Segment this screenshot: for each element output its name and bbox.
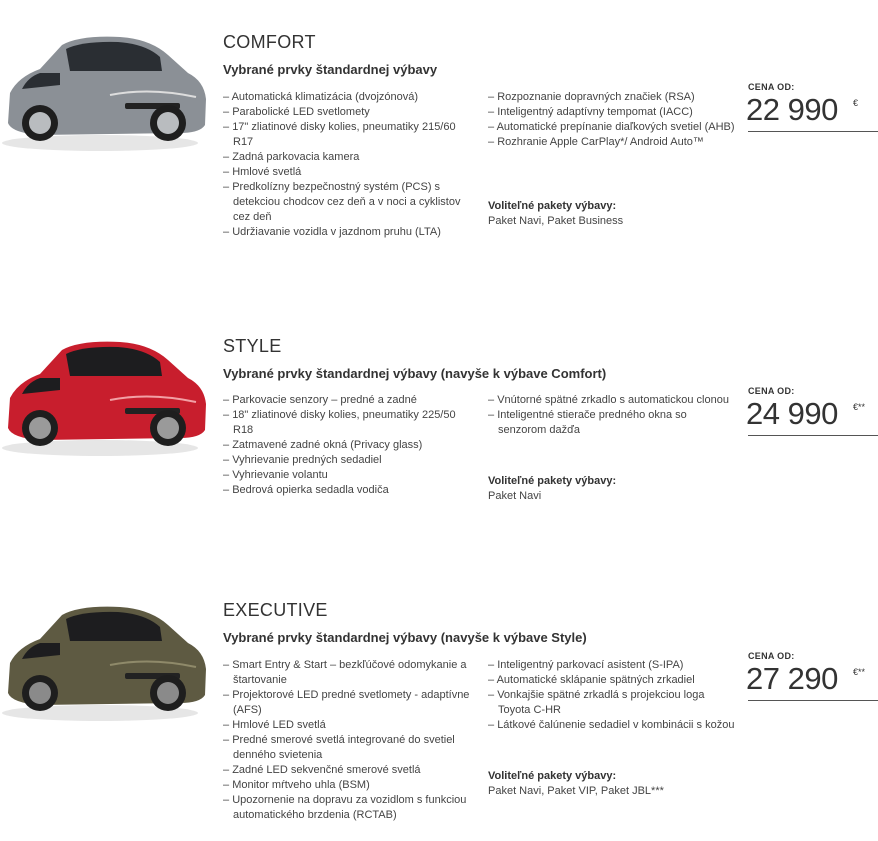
- equipment-list-right: [488, 658, 738, 733]
- list-item: – Rozhranie Apple CarPlay*/ Android Auto™: [488, 135, 738, 150]
- optional-packages: Paket Navi: [488, 490, 542, 502]
- trim-title: EXECUTIVE: [223, 600, 328, 620]
- car-image-style: [0, 320, 215, 470]
- list-item: – Hmlové svetlá: [223, 165, 478, 180]
- optional-packages: Paket Navi, Paket VIP, Paket JBL***: [488, 785, 664, 797]
- price-label: CENA OD:: [748, 386, 795, 396]
- car-illustration: [0, 320, 215, 470]
- price-label: CENA OD:: [748, 651, 795, 661]
- standard-equipment-heading: Vybrané prvky štandardnej výbavy (navyše k výbave Style): [223, 630, 587, 645]
- list-item: – Udržiavanie vozidla v jazdnom pruhu (LTA): [223, 225, 478, 240]
- standard-equipment-heading: Vybrané prvky štandardnej výbavy: [223, 62, 438, 77]
- standard-equipment-heading: Vybrané prvky štandardnej výbavy (navyše k výbave Comfort): [223, 366, 607, 381]
- list-item: – Projektorové LED predné svetlomety - adaptívne (AFS): [223, 688, 478, 718]
- list-item: – Bedrová opierka sedadla vodiča: [223, 483, 478, 498]
- list-item: – 18" zliatinové disky kolies, pneumatiky 225/50 R18: [223, 408, 478, 438]
- price-currency: €**: [853, 667, 866, 677]
- list-item: – Inteligentný parkovací asistent (S-IPA): [488, 658, 738, 673]
- optional-packages-label: Voliteľné pakety výbavy:: [488, 770, 617, 782]
- list-item: – Zadné LED sekvenčné smerové svetlá: [223, 763, 478, 778]
- list-item: – Inteligentné stierače predného okna so senzorom dažďa: [488, 408, 738, 438]
- list-item: – Automatické sklápanie spätných zrkadiel: [488, 673, 738, 688]
- list-item: – Inteligentný adaptívny tempomat (IACC): [488, 105, 738, 120]
- price-label: CENA OD:: [748, 82, 795, 92]
- list-item: – Predkolízny bezpečnostný systém (PCS) s detekciou chodcov cez deň a v noci a cyklistov cez deň: [223, 180, 478, 225]
- trim-title: STYLE: [223, 336, 282, 356]
- price-currency: €**: [853, 402, 866, 412]
- price-underline: [748, 700, 878, 701]
- list-item: – Zadná parkovacia kamera: [223, 150, 478, 165]
- list-item: – Parabolické LED svetlomety: [223, 105, 478, 120]
- price-value: 22 990: [746, 92, 838, 127]
- price-underline: [748, 131, 878, 132]
- price-value: 24 990: [746, 396, 838, 431]
- equipment-list-left: [223, 393, 478, 498]
- list-item: – Hmlové LED svetlá: [223, 718, 478, 733]
- car-image-comfort: [0, 15, 215, 165]
- optional-packages: Paket Navi, Paket Business: [488, 215, 624, 227]
- list-item: – 17" zliatinové disky kolies, pneumatiky 215/60 R17: [223, 120, 478, 150]
- list-item: – Smart Entry & Start – bezkľúčové odomykanie a štartovanie: [223, 658, 478, 688]
- list-item: – Vyhrievanie volantu: [223, 468, 478, 483]
- equipment-list-right: [488, 90, 738, 150]
- price-currency: €: [853, 98, 859, 108]
- equipment-list-left: [223, 658, 478, 823]
- price-value: 27 290: [746, 661, 838, 696]
- car-illustration: [0, 15, 215, 165]
- trim-executive: [0, 570, 878, 841]
- price-underline: [748, 435, 878, 436]
- list-item: – Vonkajšie spätné zrkadlá s projekciou loga Toyota C-HR: [488, 688, 738, 718]
- trim-style: [0, 305, 878, 585]
- trim-comfort: [0, 0, 878, 300]
- car-illustration: [0, 585, 215, 735]
- optional-packages-label: Voliteľné pakety výbavy:: [488, 200, 617, 212]
- optional-packages-label: Voliteľné pakety výbavy:: [488, 475, 617, 487]
- equipment-list-left: [223, 90, 478, 240]
- list-item: – Vnútorné spätné zrkadlo s automatickou clonou: [488, 393, 738, 408]
- trim-title: COMFORT: [223, 32, 316, 52]
- list-item: – Monitor mŕtveho uhla (BSM): [223, 778, 478, 793]
- car-image-executive: [0, 585, 215, 735]
- list-item: – Rozpoznanie dopravných značiek (RSA): [488, 90, 738, 105]
- list-item: – Vyhrievanie predných sedadiel: [223, 453, 478, 468]
- equipment-list-right: [488, 393, 738, 438]
- list-item: – Upozornenie na dopravu za vozidlom s funkciou automatického brzdenia (RCTAB): [223, 793, 478, 823]
- list-item: – Predné smerové svetlá integrované do svetiel denného svietenia: [223, 733, 478, 763]
- list-item: – Zatmavené zadné okná (Privacy glass): [223, 438, 478, 453]
- list-item: – Látkové čalúnenie sedadiel v kombinácii s kožou: [488, 718, 738, 733]
- list-item: – Parkovacie senzory – predné a zadné: [223, 393, 478, 408]
- list-item: – Automatická klimatizácia (dvojzónová): [223, 90, 478, 105]
- list-item: – Automatické prepínanie diaľkových svetiel (AHB): [488, 120, 738, 135]
